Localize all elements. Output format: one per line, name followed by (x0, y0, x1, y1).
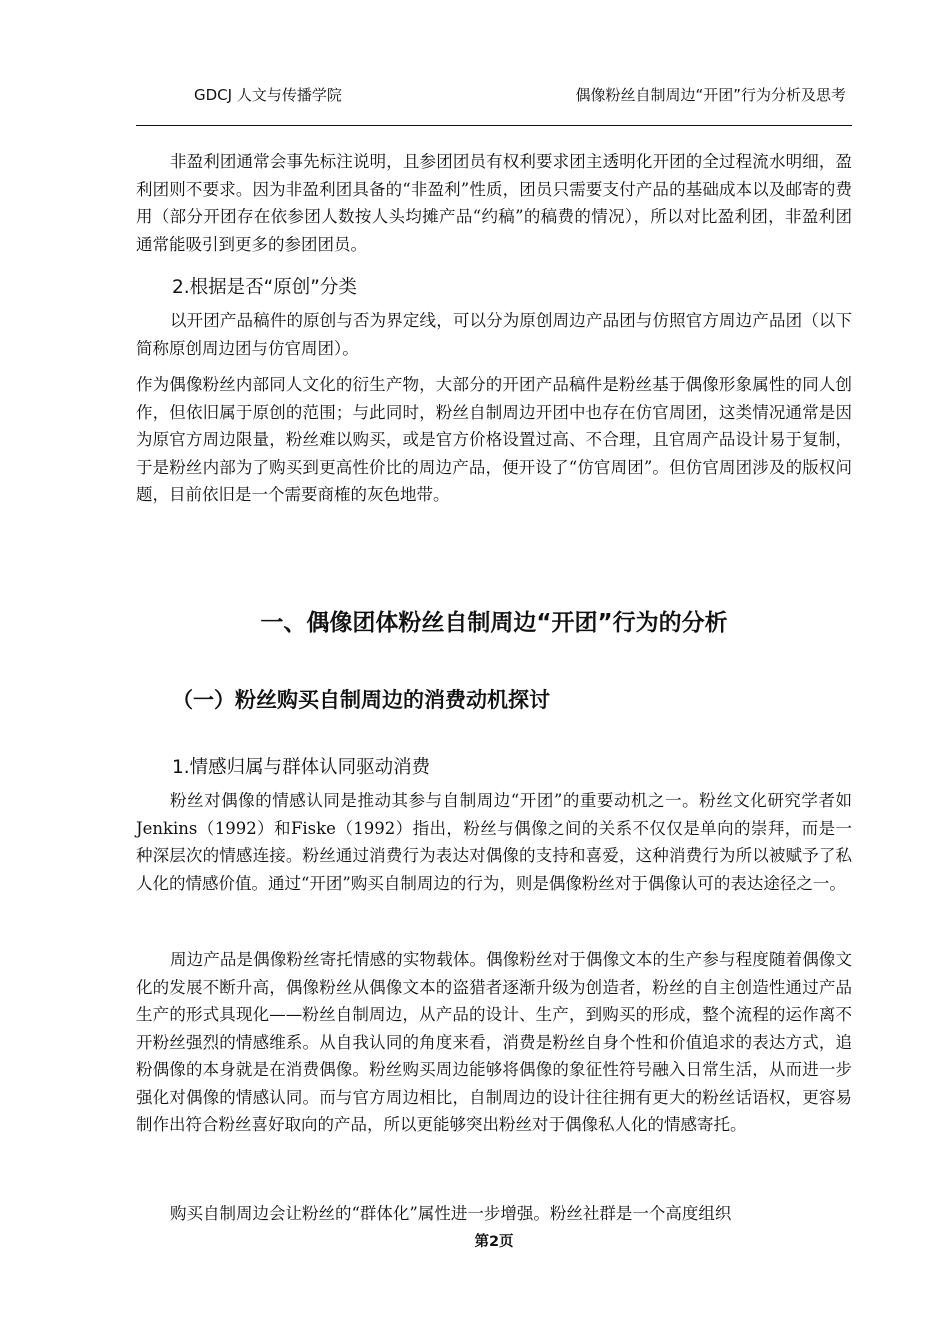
subheading-emotion: 1.情感归属与群体认同驱动消费 (172, 757, 431, 778)
page-number: 第2页 (474, 1234, 514, 1250)
paragraph-emotional-identity: 粉丝对偶像的情感认同是推动其参与自制周边“开团”的重要动机之一。粉丝文化研究学者如Jenkins（1992）和Fiske（1992）指出，粉丝与偶像之间的关系不仅仅是单向的崇拜，而是一种深层次的情感连接。粉丝通过消费行为表达对偶像的支持和喜爱，这种消费行为所以被赋予了私人化的情感价值。通过“开团”购买自制周边的行为，则是偶像粉丝对于偶像认可的表达途径之一。 (136, 791, 852, 893)
paragraph-merch-carrier: 周边产品是偶像粉丝寄托情感的实物载体。偶像粉丝对于偶像文本的生产参与程度随着偶像文化的发展不断升高，偶像粉丝从偶像文本的盗猎者逐渐升级为创造者，粉丝的自主创造性通过产品生产的形式具现化——粉丝自制周边，从产品的设计、生产，到购买的形成，整个流程的运作离不开粉丝强烈的情感维系。从自我认同的角度来看，消费是粉丝自身个性和价值追求的表达方式，追粉偶像的本身就是在消费偶像。粉丝购买周边能够将偶像的象征性符号融入日常生活，从而进一步强化对偶像的情感认同。而与官方周边相比，自制周边的设计往往拥有更大的粉丝话语权，更容易制作出符合粉丝喜好取向的产品，所以更能够突出粉丝对于偶像私人化的情感寄托。 (136, 950, 852, 1134)
header-school: GDCJ 人文与传播学院 (194, 86, 342, 104)
paragraph-imitation-groups: 作为偶像粉丝内部同人文化的衍生产物，大部分的开团产品稿件是粉丝基于偶像形象属性的同人创作，但依旧属于原创的范围；与此同时，粉丝自制周边开团中也存在仿官周团，这类情况通常是因为原官方周边限量，粉丝难以购买，或是官方价格设置过高、不合理，且官周产品设计易于复制，于是粉丝内部为了购买到更高性价比的周边产品，便开设了“仿官周团”。但仿官周团涉及的版权问题，目前依旧是一个需要商榷的灰色地带。 (136, 375, 852, 504)
header-paper-title: 偶像粉丝自制周边“开团”行为分析及思考 (575, 86, 846, 104)
page-header (136, 84, 852, 108)
chapter-title: 一、偶像团体粉丝自制周边“开团”行为的分析 (260, 610, 728, 636)
paragraph-group-attribute: 购买自制周边会让粉丝的“群体化”属性进一步增强。粉丝社群是一个高度组织 (170, 1204, 732, 1223)
paragraph-nonprofit-group: 非盈利团通常会事先标注说明，且参团团员有权利要求团主透明化开团的全过程流水明细，盈利团则不要求。因为非盈利团具备的“非盈利”性质，团员只需要支付产品的基础成本以及邮寄的费用（部分开团存在依参团人数按人头均摊产品“约稿”的稿费的情况），所以对比盈利团，非盈利团通常能吸引到更多的参团团员。 (136, 152, 852, 254)
paragraph-original-criteria: 以开团产品稿件的原创与否为界定线，可以分为原创周边产品团与仿照官方周边产品团（以下简称原创周边团与仿官周团）。 (136, 311, 852, 358)
section-title: （一）粉丝购买自制周边的消费动机探讨 (172, 688, 550, 712)
header-divider (136, 125, 852, 126)
subheading-originality: 2.根据是否“原创”分类 (172, 277, 357, 298)
